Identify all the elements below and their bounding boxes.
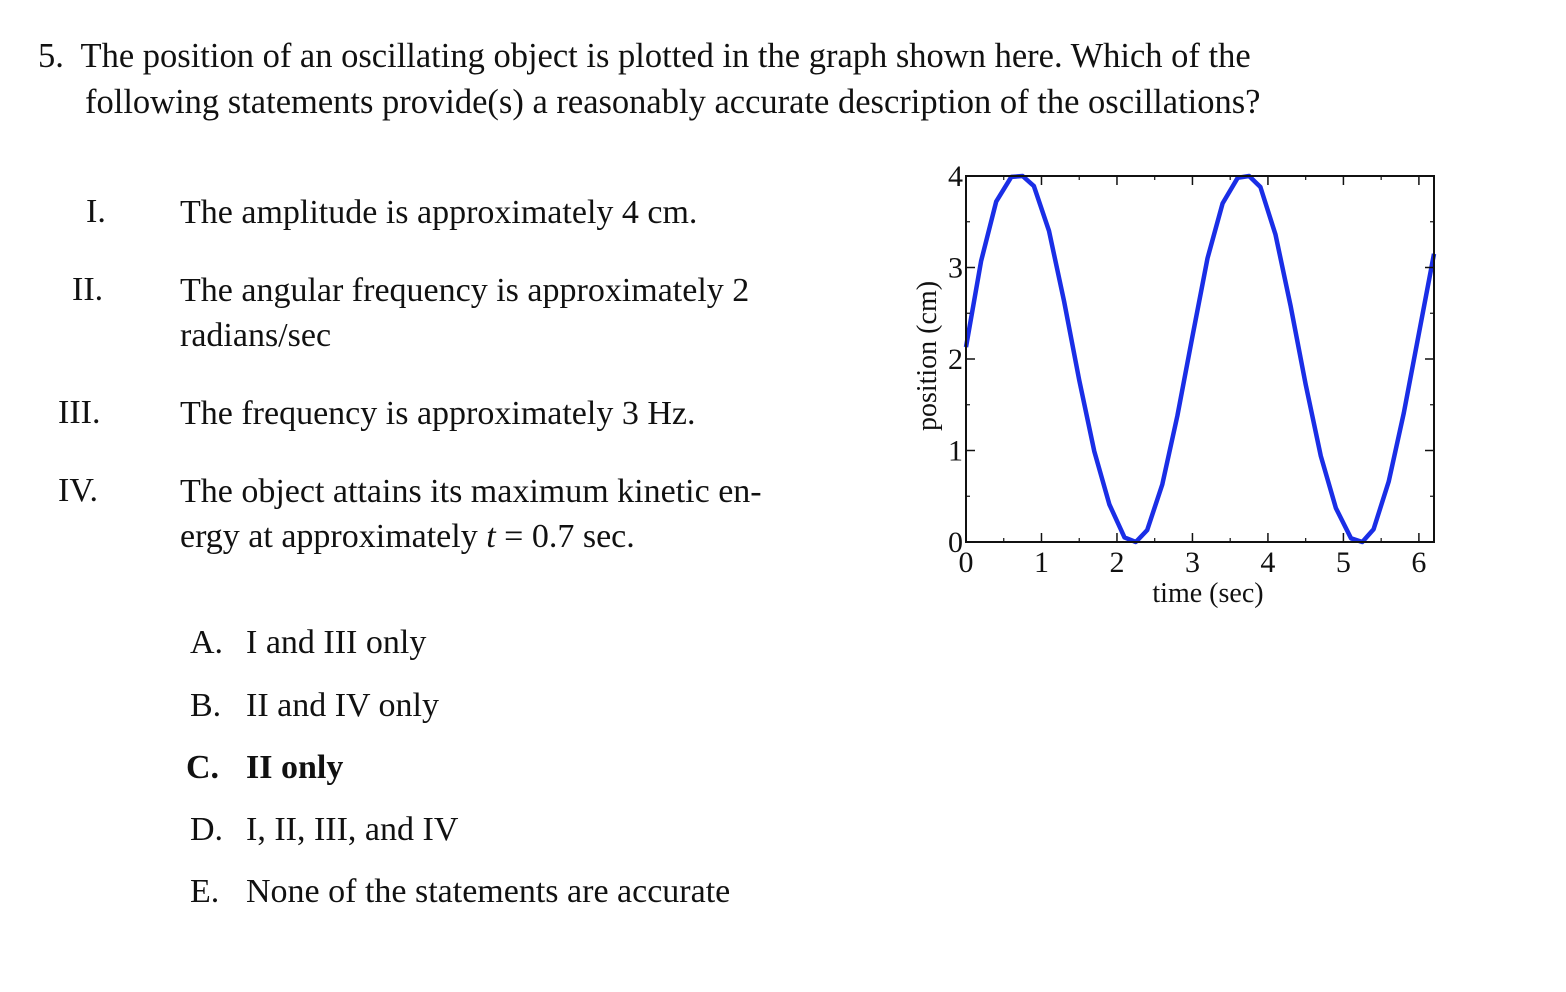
statement-2-number: II. bbox=[72, 271, 104, 308]
choice-e-text: None of the statements are accurate bbox=[246, 873, 731, 910]
choice-d-text: I, II, III, and IV bbox=[246, 811, 459, 848]
statement-1-text: The amplitude is approximately 4 cm. bbox=[180, 194, 698, 231]
question-line-1 bbox=[38, 36, 1251, 76]
series-line-0 bbox=[966, 176, 1434, 542]
y-tick-label-0: 0 bbox=[948, 526, 963, 559]
choice-b-text: II and IV only bbox=[246, 687, 439, 724]
x-tick-label-4: 4 bbox=[1260, 546, 1276, 579]
question-text-1: The position of an oscillating object is plotted in the graph shown here. Which of the bbox=[80, 37, 1251, 75]
y-tick-label-2: 2 bbox=[948, 343, 963, 376]
y-axis-label: position (cm) bbox=[912, 280, 943, 432]
choice-a-text: I and III only bbox=[246, 624, 427, 661]
x-axis-label: time (sec) bbox=[1152, 578, 1264, 609]
statement-1-number: I. bbox=[86, 193, 106, 230]
choice-a-letter: A. bbox=[190, 624, 224, 661]
choice-c[interactable] bbox=[186, 748, 343, 788]
y-tick-label-3: 3 bbox=[948, 251, 963, 285]
choice-b-letter: B. bbox=[190, 687, 222, 724]
position-time-chart bbox=[900, 160, 1460, 620]
statement-4-line-2-post: = 0.7 sec. bbox=[495, 518, 635, 555]
choice-c-letter: C. bbox=[186, 749, 220, 786]
x-tick-label-3: 3 bbox=[1184, 546, 1200, 579]
statement-4-number: IV. bbox=[58, 472, 98, 509]
statement-4-line-1: The object attains its maximum kinetic en- bbox=[180, 473, 762, 510]
plot-frame bbox=[966, 176, 1434, 542]
statement-3-text: The frequency is approximately 3 Hz. bbox=[180, 395, 696, 432]
y-tick-label-1: 1 bbox=[948, 434, 963, 468]
time-variable: t bbox=[486, 518, 496, 555]
x-tick-label-6: 6 bbox=[1411, 546, 1427, 579]
question-number: 5. bbox=[38, 37, 64, 75]
question-text-2: following statements provide(s) a reasonably accurate description of the oscillations? bbox=[85, 83, 1261, 121]
statement-2-line-1: The angular frequency is approximately 2 bbox=[180, 272, 750, 309]
choice-d[interactable] bbox=[190, 810, 458, 850]
x-tick-label-0: 0 bbox=[958, 546, 974, 579]
x-tick-label-5: 5 bbox=[1335, 546, 1351, 579]
choice-e[interactable] bbox=[190, 872, 730, 912]
x-tick-label-2: 2 bbox=[1109, 546, 1125, 579]
y-tick-label-4: 4 bbox=[948, 160, 963, 193]
choice-a[interactable] bbox=[190, 623, 426, 663]
choice-e-letter: E. bbox=[190, 873, 220, 910]
statement-4-line-2 bbox=[180, 514, 635, 559]
statement-2-line-2: radians/sec bbox=[180, 317, 332, 354]
choice-c-text: II only bbox=[246, 749, 344, 786]
statement-3-number: III. bbox=[58, 394, 101, 431]
choice-d-letter: D. bbox=[190, 811, 224, 848]
x-tick-label-1: 1 bbox=[1033, 546, 1049, 579]
statement-4-line-2-pre: ergy at approximately bbox=[180, 518, 487, 555]
choice-b[interactable] bbox=[190, 686, 439, 726]
